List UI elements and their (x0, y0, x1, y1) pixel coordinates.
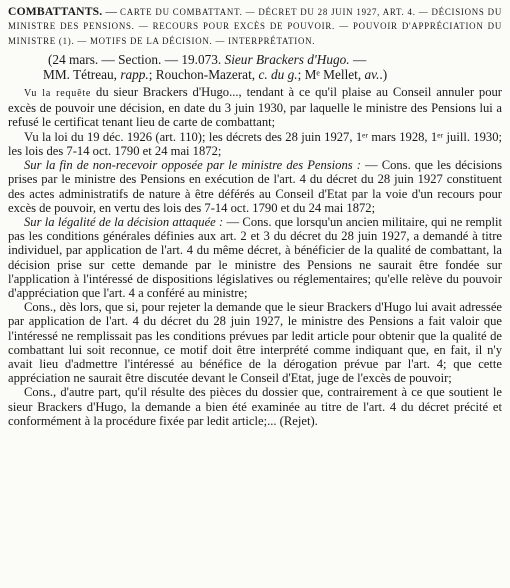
decision-body (8, 85, 502, 428)
court-officials (43, 67, 502, 83)
court-dash: — (349, 51, 367, 67)
headnote (8, 5, 502, 48)
paragraph-motif: Cons., dès lors, que si, pour rejeter la demande que le sieur Brackers d'Hugo lui avait adressée par application de l'art. 4 du décret du 28 juin 1927, le ministre des Pensions a fait valoir que l'intéressé ne remplissait pas les conditions prévues par ledit article pour obtenir que la qualité de combattant lui soit reconnue, ce motif doit être interprété comme indiquant que, en fait, il n'y avait lieu d'admettre l'intéressé au bénéfice de la dérogation prévue par l'art. 4; que cette appréciation ne saurait être discutée devant le Conseil d'Etat, juge de l'excès de pouvoir; (8, 300, 502, 386)
headnote-summary: CARTE DU COMBATTANT. — DÉCRET DU 28 JUIN 1927, ART. 4. — DÉCISIONS DU MINISTRE DES PENSIONS. — RECOURS POUR EXCÈS DE POUVOIR. — POUVOIR D'APPRÉCIATION DU MINISTRE (1). — MOTIFS DE LA DÉCISION. — INTERPRÉTATION. (8, 7, 502, 46)
avocat-name: ; Mᵉ Mellet, (297, 67, 365, 83)
headnote-separator: — (102, 5, 121, 18)
avocat-abbr: av. (364, 67, 380, 83)
headnote-keyword: COMBATTANTS. (8, 5, 103, 18)
court-reference (8, 52, 502, 83)
party-name: Sieur Brackers d'Hugo. (224, 51, 350, 67)
fin-de-non-recevoir-heading: Sur la fin de non-recevoir opposée par le ministre des Pensions : (24, 158, 361, 173)
legalite-heading: Sur la légalité de la décision attaquée : (24, 214, 224, 229)
legalite-text: — Cons. que lorsqu'un ancien militaire, qui ne remplit pas les conditions générales définies aux art. 2 et 3 du décret du 28 juin 1927, a demandé à titre individuel, par application de l'art. 4 du même décret, à bénéficier de la qualité de combattant, la décision prise sur cette demande par le ministre des Pensions ne saurait être fondée sur l'application à l'intéressé de dispositions législatives ou réglementaires; qu'elle relève du pouvoir d'appréciation que l'art. 4 a conféré au ministre; (8, 214, 503, 300)
rapporteur-abbr: rapp. (120, 67, 149, 83)
requete-text: du sieur Brackers d'Hugo..., tendant à ce qu'il plaise au Conseil annuler pour excès de pouvoir une décision, en date du 3 juin 1930, par laquelle le ministre des Pensions lui a refusé le certificat tenant lieu de carte de combattant; (8, 85, 502, 130)
paragraph-legalite (8, 215, 502, 300)
paragraph-visas: Vu la loi du 19 déc. 1926 (art. 110); les décrets des 28 juin 1927, 1ᵉʳ mars 1928, 1ᵉʳ juill. 1930; les lois des 7-14 oct. 1790 et 24 mai 1872; (8, 129, 502, 158)
commissaire-name: ; Rouchon-Mazerat, (148, 67, 259, 83)
fin-de-non-recevoir-text: — Cons. que les décisions prises par le ministre des Pensions en exécution de l'art. 4 du décret du 28 juin 1927 constituent des actes administratifs de nature à être déférés au Conseil d'Etat par la voie d'un recours pour excès de pouvoir, en vertu des lois des 7-14 oct. 1790 et du 24 mai 1872; (8, 158, 502, 215)
requete-lead: Vu la requête (24, 88, 92, 100)
rapporteur-name: MM. Tétreau, (43, 67, 121, 83)
paragraph-fin-de-non-recevoir (8, 158, 502, 215)
paragraph-requete (8, 85, 502, 130)
commissaire-abbr: c. du g. (258, 67, 298, 83)
court-close: .) (379, 67, 388, 83)
court-date-section: (24 mars. — Section. — 19.073. (48, 51, 225, 67)
paragraph-procedure: Cons., d'autre part, qu'il résulte des pièces du dossier que, contrairement à ce que soutient le sieur Brackers d'Hugo, la demande a bien été examinée au titre de l'art. 4 du décret précité et conformément à la procédure fixée par ledit article;... (Rejet). (8, 385, 502, 428)
